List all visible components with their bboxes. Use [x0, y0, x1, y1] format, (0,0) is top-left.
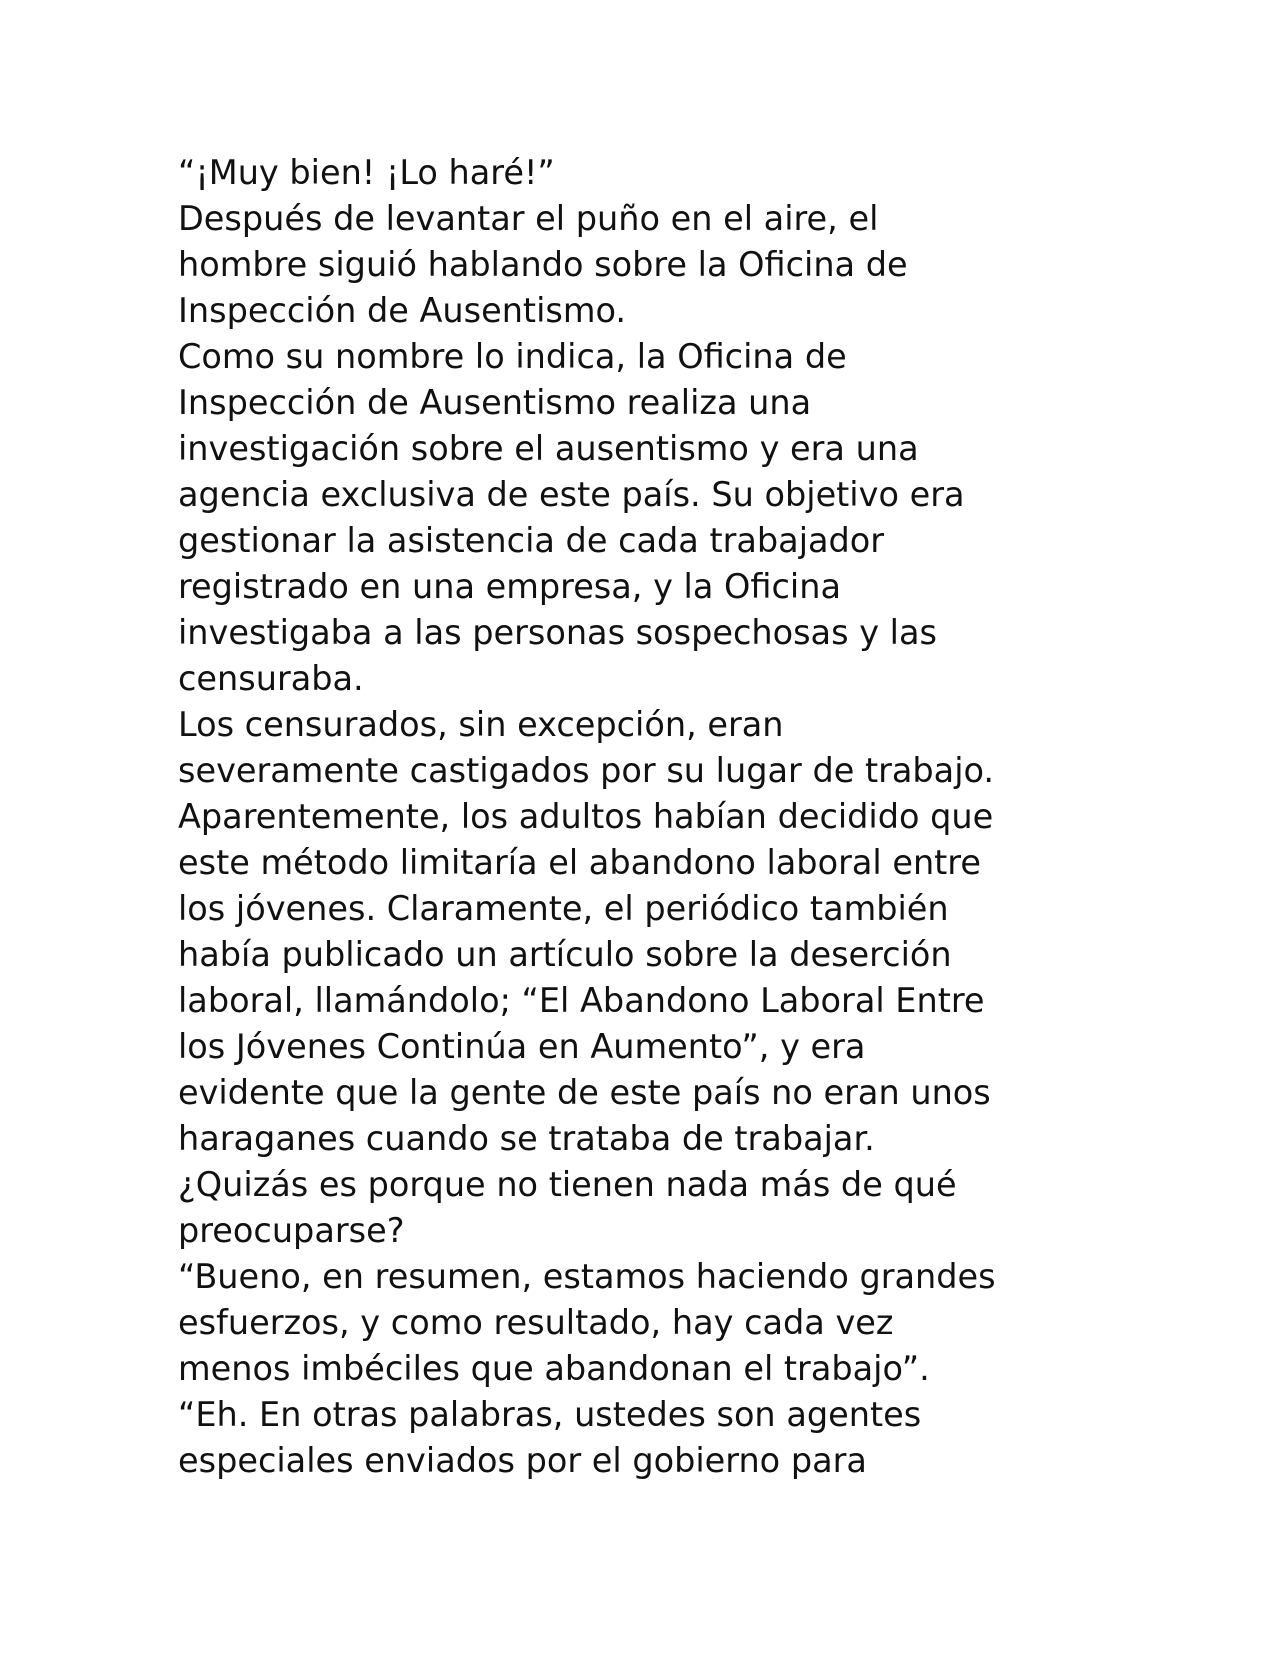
- text-line: “¡Muy bien! ¡Lo haré!”: [178, 153, 555, 192]
- text-line: evidente que la gente de este país no eran unos: [178, 1073, 991, 1112]
- text-line: gestionar la asistencia de cada trabajador: [178, 521, 885, 560]
- text-line: registrado en una empresa, y la Oficina: [178, 567, 841, 606]
- document-text: [178, 150, 1238, 1484]
- text-line: agencia exclusiva de este país. Su objetivo era: [178, 475, 965, 514]
- text-line: censuraba.: [178, 659, 364, 698]
- text-line: menos imbéciles que abandonan el trabajo”.: [178, 1349, 930, 1388]
- text-line: había publicado un artículo sobre la deserción: [178, 935, 952, 974]
- text-line: especiales enviados por el gobierno para: [178, 1441, 867, 1480]
- text-line: investigación sobre el ausentismo y era una: [178, 429, 919, 468]
- text-line: Inspección de Ausentismo realiza una: [178, 383, 812, 422]
- text-line: “Eh. En otras palabras, ustedes son agentes: [178, 1395, 922, 1434]
- text-line: Como su nombre lo indica, la Oficina de: [178, 337, 847, 376]
- text-line: haraganes cuando se trataba de trabajar.: [178, 1119, 875, 1158]
- text-line: los Jóvenes Continúa en Aumento”, y era: [178, 1027, 866, 1066]
- text-line: este método limitaría el abandono laboral entre: [178, 843, 981, 882]
- text-line: Aparentemente, los adultos habían decidido que: [178, 797, 994, 836]
- text-line: preocuparse?: [178, 1211, 405, 1250]
- text-line: laboral, llamándolo; “El Abandono Laboral Entre: [178, 981, 985, 1020]
- text-line: Los censurados, sin excepción, eran: [178, 705, 784, 744]
- text-line: hombre siguió hablando sobre la Oficina de: [178, 245, 908, 284]
- text-line: los jóvenes. Claramente, el periódico también: [178, 889, 949, 928]
- text-line: severamente castigados por su lugar de trabajo.: [178, 751, 995, 790]
- text-line: “Bueno, en resumen, estamos haciendo grandes: [178, 1257, 996, 1296]
- text-line: ¿Quizás es porque no tienen nada más de qué: [178, 1165, 957, 1204]
- text-line: Después de levantar el puño en el aire, el: [178, 199, 879, 238]
- text-line: investigaba a las personas sospechosas y las: [178, 613, 937, 652]
- text-line: Inspección de Ausentismo.: [178, 291, 627, 330]
- text-line: esfuerzos, y como resultado, hay cada vez: [178, 1303, 894, 1342]
